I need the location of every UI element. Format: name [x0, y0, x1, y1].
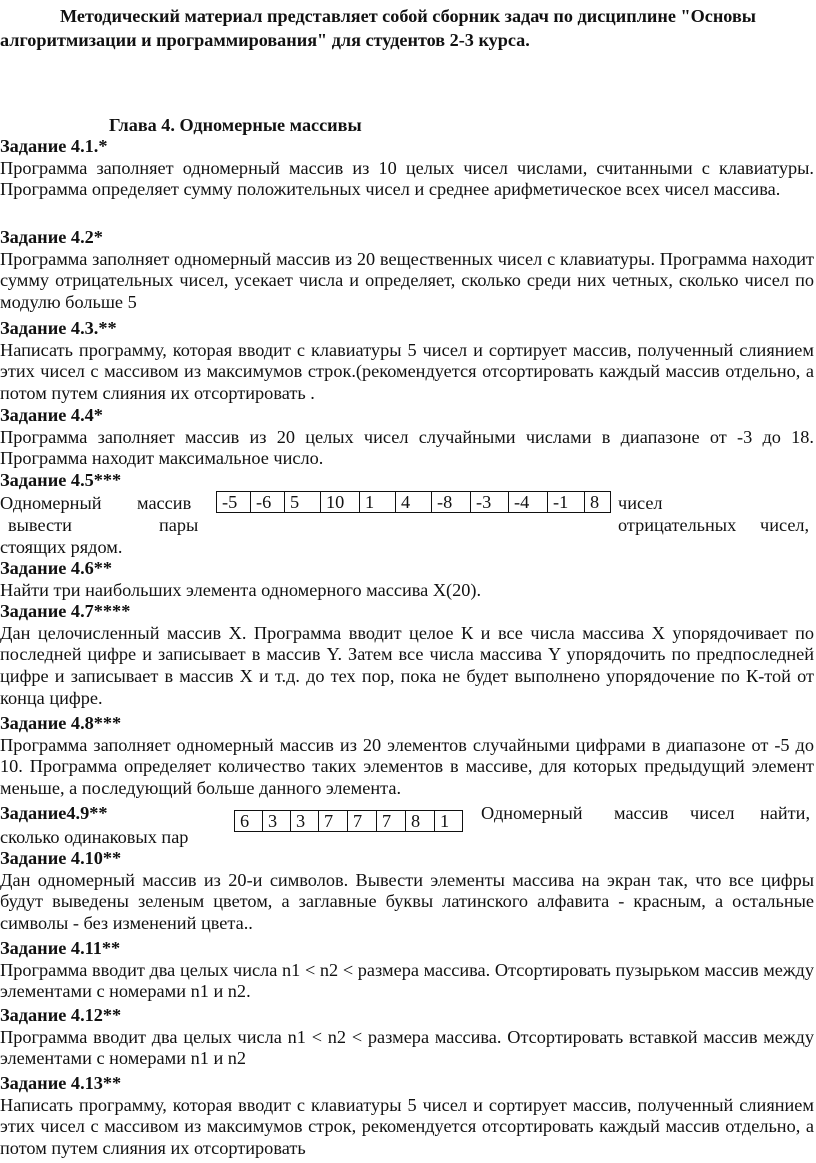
task-text: Дан целочисленный массив X. Программа вводит целое К и все числа массива X упорядочивает по последней цифре и записывает в массив Y. Затем все числа массива Y упорядочить по предпоследней цифре и записывает в массив X и т.д. до тех пор, пока не будет выполнено упорядочение по К-той от конца цифре. [0, 622, 814, 708]
task-word: вывести [8, 515, 72, 535]
task-text: Программа заполняет одномерный массив из 20 вещественных чисел с клавиатуры. Программа находит сумму отрицательных чисел, усекает числа и определяет, сколько среди них четных, сколько чисел по модулю больше 5 [0, 248, 814, 313]
task-4-4 [0, 405, 814, 470]
array-cell: -1 [548, 492, 585, 513]
array-cell: 6 [235, 811, 263, 832]
array-cell: 3 [291, 811, 319, 832]
task-title: Задание 4.3.** [0, 318, 117, 338]
task-title: Задание 4.13** [0, 1073, 122, 1093]
array-cell: 7 [319, 811, 348, 832]
array-cell: -4 [509, 492, 548, 513]
task-4-5-line2 [0, 514, 816, 536]
task-word: сколько одинаковых пар [0, 827, 189, 847]
task-text: Программа вводит два целых числа n1 < n2 < размера массива. Отсортировать пузырьком массив между элементами с номерами n1 и n2. [0, 959, 814, 1002]
array-table-4-5 [216, 491, 611, 513]
task-word: пары [159, 515, 199, 535]
task-title: Задание 4.12** [0, 1005, 122, 1025]
array-cell: 8 [585, 492, 611, 513]
array-cell: 10 [321, 492, 360, 513]
task-4-5-line3 [0, 536, 816, 558]
task-word: массив [614, 803, 669, 823]
task-title: Задание 4.7**** [0, 601, 131, 621]
task-4-3 [0, 318, 814, 405]
array-cell: 7 [377, 811, 406, 832]
array-cell: 8 [406, 811, 435, 832]
task-title: Задание 4.5*** [0, 470, 122, 490]
intro-paragraph: Методический материал представляет собой сборник задач по дисциплине "Основы алгоритмизации и программирования" для студентов 2-3 курса. [0, 6, 756, 50]
array-cell: -8 [432, 492, 471, 513]
task-title: Задание 4.2* [0, 227, 103, 247]
array-cell: -3 [471, 492, 509, 513]
task-text: Программа заполняет одномерный массив из 10 целых чисел числами, считанными с клавиатуры. Программа определяет сумму положительных чисел и среднее арифметическое всех чисел массива. [0, 157, 814, 200]
task-text: Написать программу, которая вводит с клавиатуры 5 чисел и сортирует массив, полученный слиянием этих чисел с массивом из максимумов строк, рекомендуется отсортировать каждый массив отдельно, а потом путем слияния их отсортировать [0, 1094, 814, 1159]
task-word: Одномерный [481, 803, 583, 823]
task-word: чисел [690, 803, 735, 823]
task-word: чисел [618, 493, 663, 513]
task-title: Задание 4.1.* [0, 136, 108, 156]
task-text: Программа заполняет массив из 20 целых чисел случайными числами в диапазоне от -3 до 18. Программа находит максимальное число. [0, 426, 814, 469]
array-cell: 4 [396, 492, 432, 513]
array-cell: 7 [348, 811, 377, 832]
task-word: чисел, [760, 515, 810, 535]
array-cell: -5 [217, 492, 251, 513]
array-cell: 5 [285, 492, 321, 513]
task-text: Программа заполняет одномерный массив из 20 элементов случайными цифрами в диапазоне от -5 до 10. Программа определяет количество таких элементов в массиве, для которых предыдущий элемент меньше, а последующий больше данного элемента. [0, 734, 814, 799]
task-4-11 [0, 938, 814, 1003]
task-4-12 [0, 1005, 814, 1070]
task-word: найти, [760, 803, 811, 823]
array-cell: 1 [435, 811, 463, 832]
task-word: массив [137, 493, 192, 513]
task-word: Одномерный [0, 493, 102, 513]
task-text: Написать программу, которая вводит с клавиатуры 5 чисел и сортирует массив, полученный слиянием этих чисел с массивом из максимумов строк.(рекомендуется отсортировать каждый массив отдельно, а потом путем слияния их отсортировать . [0, 339, 814, 404]
task-title: Задание 4.11** [0, 938, 121, 958]
task-word: отрицательных [618, 515, 737, 535]
task-word: стоящих рядом. [0, 537, 123, 557]
task-title: Задание4.9** [0, 803, 108, 823]
array-cell: -6 [251, 492, 285, 513]
task-4-9-line2 [0, 826, 816, 848]
task-4-1 [0, 136, 814, 201]
task-4-10 [0, 848, 814, 935]
task-4-6 [0, 558, 814, 601]
task-title: Задание 4.4* [0, 405, 103, 425]
task-4-13 [0, 1073, 814, 1160]
array-cell: 3 [263, 811, 291, 832]
array-cell: 1 [360, 492, 396, 513]
task-text: Программа вводит два целых числа n1 < n2 < размера массива. Отсортировать вставкой массив между элементами с номерами n1 и n2 [0, 1026, 814, 1069]
task-4-8 [0, 713, 814, 800]
task-title: Задание 4.8*** [0, 713, 122, 733]
task-4-7 [0, 601, 814, 710]
task-text: Дан одномерный массив из 20-и символов. Вывести элементы массива на экран так, что все цифры будут выведены зеленым цветом, а заглавные буквы латинского алфавита - красным, а остальные символы - без изменений цвета.. [0, 869, 814, 934]
task-text: Найти три наибольших элемента одномерного массива X(20). [0, 579, 482, 600]
task-4-2 [0, 227, 814, 314]
task-title: Задание 4.6** [0, 558, 113, 578]
task-4-5 [0, 470, 814, 492]
chapter-title: Глава 4. Одномерные массивы [109, 115, 362, 135]
task-title: Задание 4.10** [0, 848, 122, 868]
